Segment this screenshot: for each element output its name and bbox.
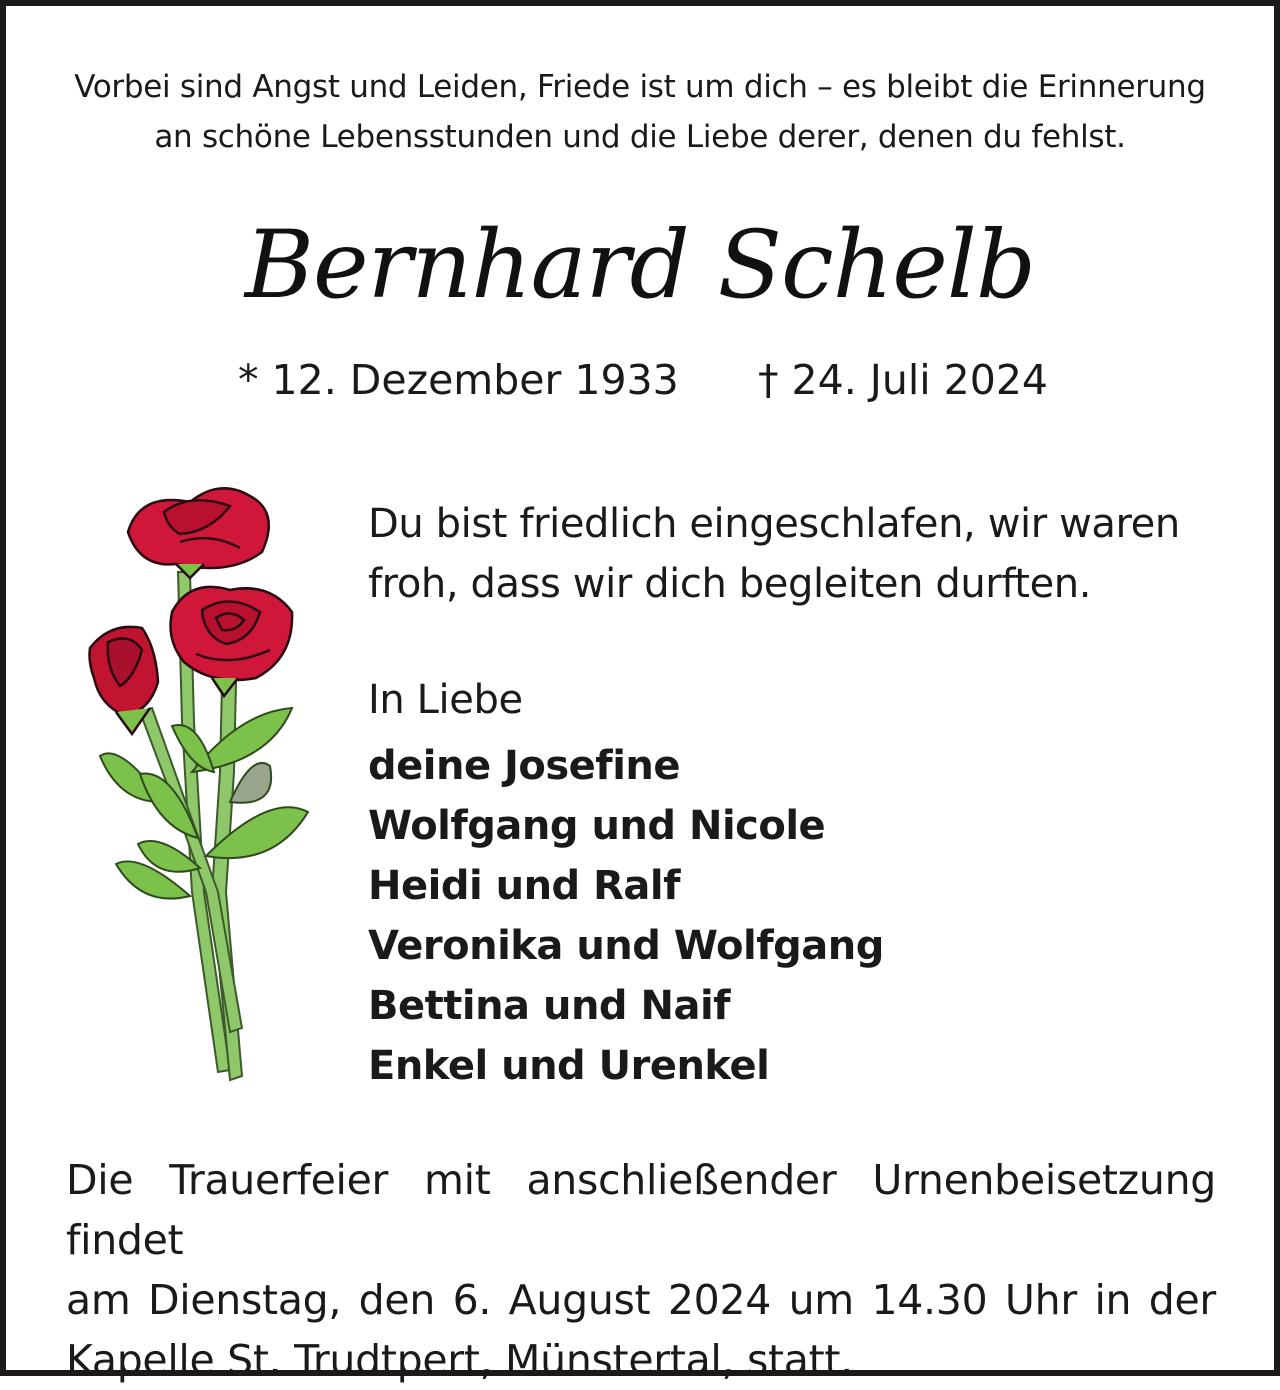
love-intro: In Liebe xyxy=(368,677,523,723)
family-list xyxy=(368,736,884,1096)
birth-date: * 12. Dezember 1933 xyxy=(238,356,679,404)
ceremony-line-1: Die Trauerfeier mit anschließender Urnenbeisetzung findet xyxy=(66,1156,1216,1264)
family-member: Enkel und Urenkel xyxy=(368,1043,770,1089)
motto-line-2: an schöne Lebensstunden und die Liebe derer, denen du fehlst. xyxy=(154,119,1126,155)
message-line-1: Du bist friedlich eingeschlafen, wir waren xyxy=(368,501,1180,547)
ceremony-line-3: Kapelle St. Trudtpert, Münstertal, statt. xyxy=(66,1336,853,1384)
roses-illustration-icon xyxy=(80,472,340,1092)
deceased-name: Bernhard Schelb xyxy=(244,211,1036,320)
family-member: Veronika und Wolfgang xyxy=(368,923,884,969)
family-member: Wolfgang und Nicole xyxy=(368,803,826,849)
family-member: Heidi und Ralf xyxy=(368,863,681,909)
motto-line-1: Vorbei sind Angst und Leiden, Friede ist um dich – es bleibt die Erinnerung xyxy=(74,69,1206,105)
ceremony-line-2: am Dienstag, den 6. August 2024 um 14.30 Uhr in der xyxy=(66,1276,1216,1324)
life-dates xyxy=(238,350,1049,410)
family-member: deine Josefine xyxy=(368,743,681,789)
death-date: † 24. Juli 2024 xyxy=(758,356,1049,404)
farewell-message xyxy=(368,494,1180,614)
ceremony-notice xyxy=(66,1150,1216,1390)
motto xyxy=(6,62,1274,162)
family-member: Bettina und Naif xyxy=(368,983,731,1029)
message-line-2: froh, dass wir dich begleiten durften. xyxy=(368,561,1092,607)
